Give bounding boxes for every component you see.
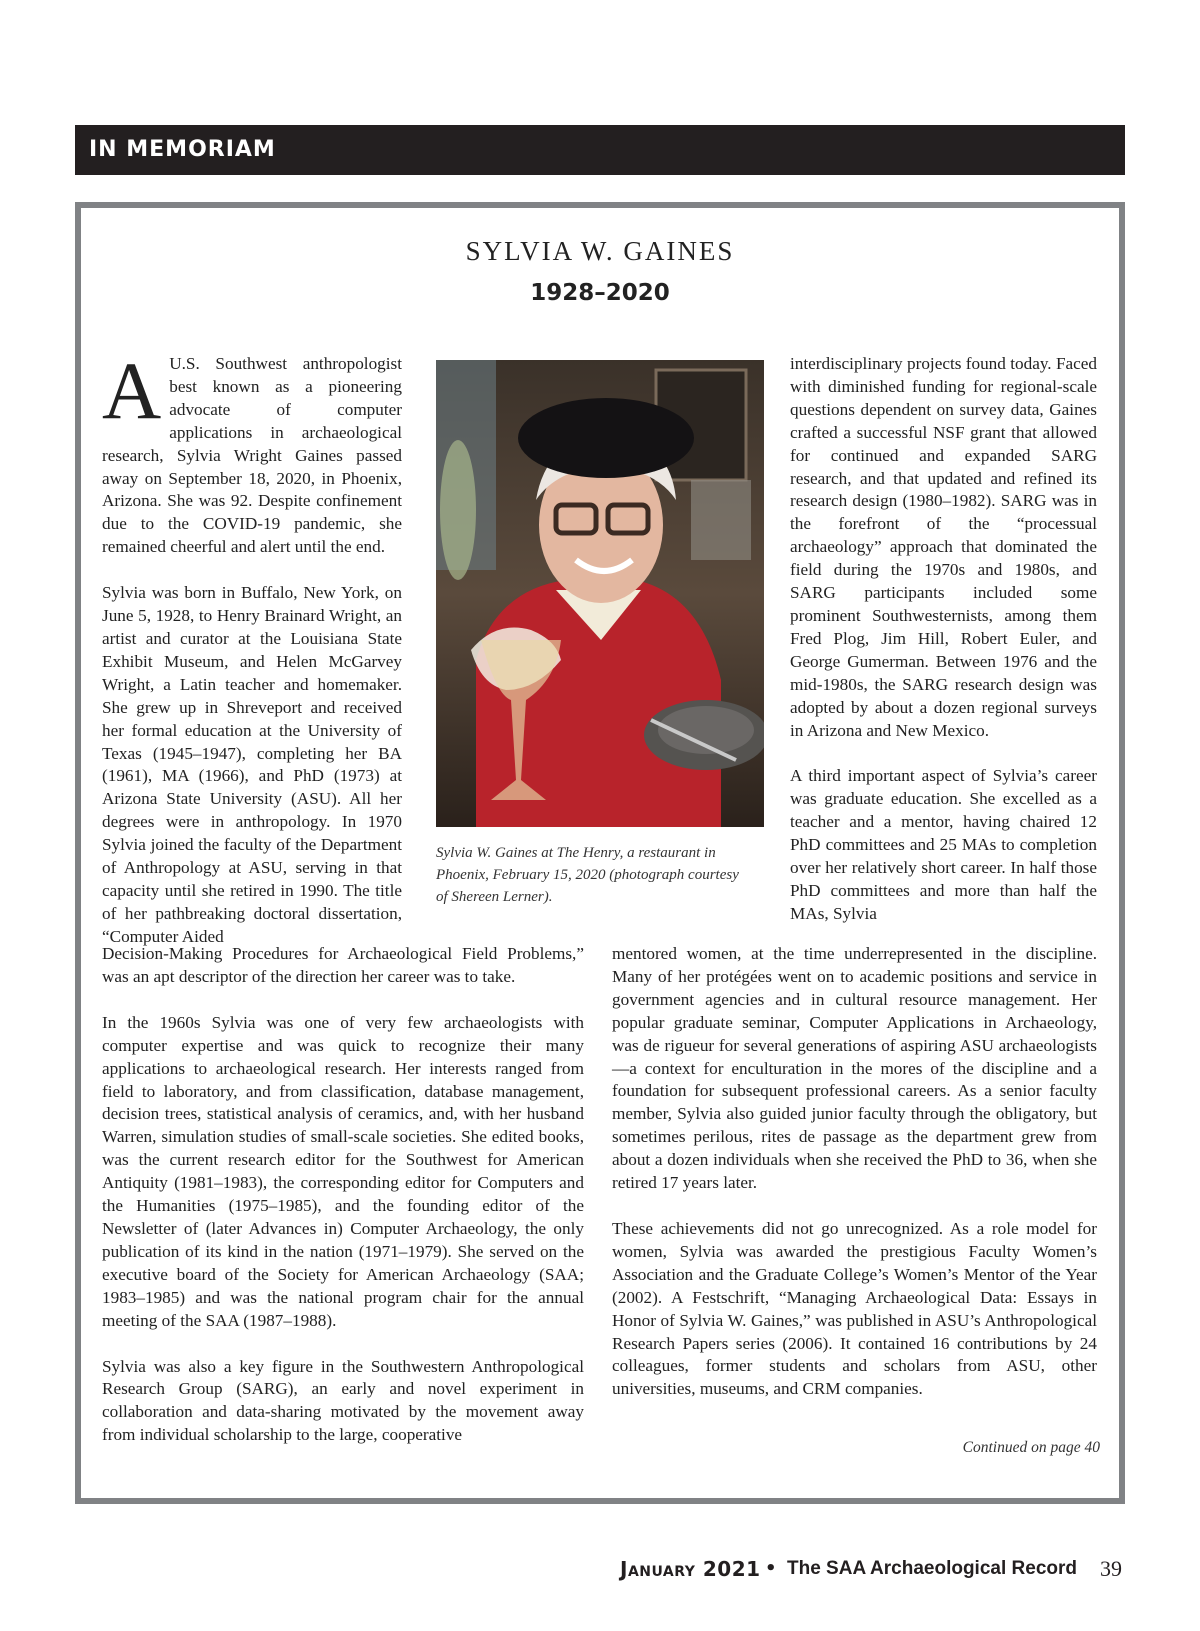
column-right	[790, 353, 1097, 926]
paragraph-mentoring: mentored women, at the time underrepresented in the discipline. Many of her protégées went on to academic positions and service in government agencies and in cultural resource management. Her popular graduate seminar, Computer Applications in Archaeology, was de rigueur for several generations of aspiring ASU archaeologists—a context for enculturation in the mores of the discipline and a foundation for subsequent professional careers. As a senior faculty member, Sylvia also guided junior faculty through the obligatory, but sometimes perilous, rites de passage as the department grew from about a dozen individuals when she received the PhD to 36, when she retired 17 years later.	[612, 944, 1097, 1193]
portrait-photo-illustration	[436, 360, 764, 827]
photo-caption: Sylvia W. Gaines at The Henry, a restaurant in Phoenix, February 15, 2020 (photograph courtesy of Shereen Lerner).	[436, 845, 739, 905]
footer-separator: •	[765, 1558, 777, 1579]
column-left	[102, 345, 402, 949]
footer-page-number: 39	[1100, 1556, 1122, 1581]
paragraph-recognition: These achievements did not go unrecognized. As a role model for women, Sylvia was awarded the prestigious Faculty Women’s Association and the Graduate College’s Women’s Mentor of the Year (2002). A Festschrift, “Managing Archaeological Data: Essays in Honor of Sylvia W. Gaines,” was published in ASU’s Anthropological Research Papers series (2006). It contained 16 contributions by 24 colleagues, former students and scholars from ASU, other universities, museums, and CRM companies.	[612, 1218, 1097, 1399]
footer-issue: January 2021	[620, 1557, 761, 1581]
paragraph-dissertation: Decision-Making Procedures for Archaeological Field Problems,” was an apt descriptor of the direction her career was to take.	[102, 944, 584, 986]
paragraph-sarg-continued: interdisciplinary projects found today. Faced with diminished funding for regional-scale questions dependent on survey data, Gaines crafted a successful NSF grant that allowed for continued and expanded SARG research, and that updated and refined its research design (1980–1982). SARG was in the forefront of the “processual archaeology” approach that dominated the field during the 1970s and 1980s, and SARG participants included some prominent Southwesternists, among them Fred Plog, Jim Hill, Robert Euler, and George Gumerman. Between 1976 and the mid-1980s, the SARG research design was adopted by about a dozen regional surveys in Arizona and New Mexico.	[790, 354, 1097, 740]
paragraph-graduate-education: A third important aspect of Sylvia’s career was graduate education. She excelled as a teacher and a mentor, having chaired 12 PhD committees and 25 MAs to completion over her relatively short career. In half those PhD committees and more than half the MAs, Sylvia	[790, 766, 1097, 923]
paragraph-1960s: In the 1960s Sylvia was one of very few archaeologists with computer expertise and was quick to recognize their many applications to archaeological research. Her interests ranged from field to laboratory, and from classification, database management, decision trees, statistical analysis of ceramics, and, with her husband Warren, simulation studies of small-scale societies. She edited books, was the current research editor for the Southwest for American Antiquity (1981–1983), the corresponding editor for Computers and the Humanities (1975–1985), and the founding editor of the Newsletter of (later Advances in) Computer Archaeology, the only publication of its kind in the nation (1971–1979). She served on the executive board of the Society for American Archaeology (SAA; 1983–1985) and was the national program chair for the annual meeting of the SAA (1987–1988).	[102, 1012, 584, 1330]
continued-note: Continued on page 40	[962, 1439, 1100, 1456]
article-title: SYLVIA W. GAINES	[465, 236, 735, 266]
paragraph-intro: A U.S. Southwest anthropologist best known as a pioneering advocate of computer applications in archaeological research, Sylvia Wright Gaines passed away on September 18, 2020, in Phoenix, Arizona. She was 92. Despite confinement due to the COVID-19 pandemic, she remained cheerful and alert until the end.	[102, 345, 402, 557]
footer-journal-name: The SAA Archaeological Record	[787, 1558, 1077, 1579]
section-banner: IN MEMORIAM	[75, 125, 1125, 175]
life-dates: 1928–2020	[530, 280, 670, 306]
portrait-photo	[436, 360, 764, 827]
paragraph-sarg: Sylvia was also a key figure in the Southwestern Anthropological Research Group (SARG), an early and novel experiment in collaboration and data-sharing motivated by the movement away from individual scholarship to the large, cooperative	[102, 1356, 584, 1445]
paragraph-early-life: Sylvia was born in Buffalo, New York, on June 5, 1928, to Henry Brainard Wright, an artist and curator at the Louisiana State Exhibit Museum, and Helen McGarvey Wright, a Latin teacher and homemaker. She grew up in Shreveport and received her formal education at the University of Texas (1945–1947), completing her BA (1961), MA (1966), and PhD (1973) at Arizona State University (ASU). All her degrees were in anthropology. In 1970 Sylvia joined the faculty of the Department of Anthropology at ASU, serving in that capacity until she retired in 1990. The title of her pathbreaking doctoral dissertation, “Computer Aided	[102, 583, 402, 946]
column-right-wide	[612, 943, 1097, 1401]
drop-cap: A	[102, 345, 162, 436]
column-left-wide	[102, 943, 584, 1447]
